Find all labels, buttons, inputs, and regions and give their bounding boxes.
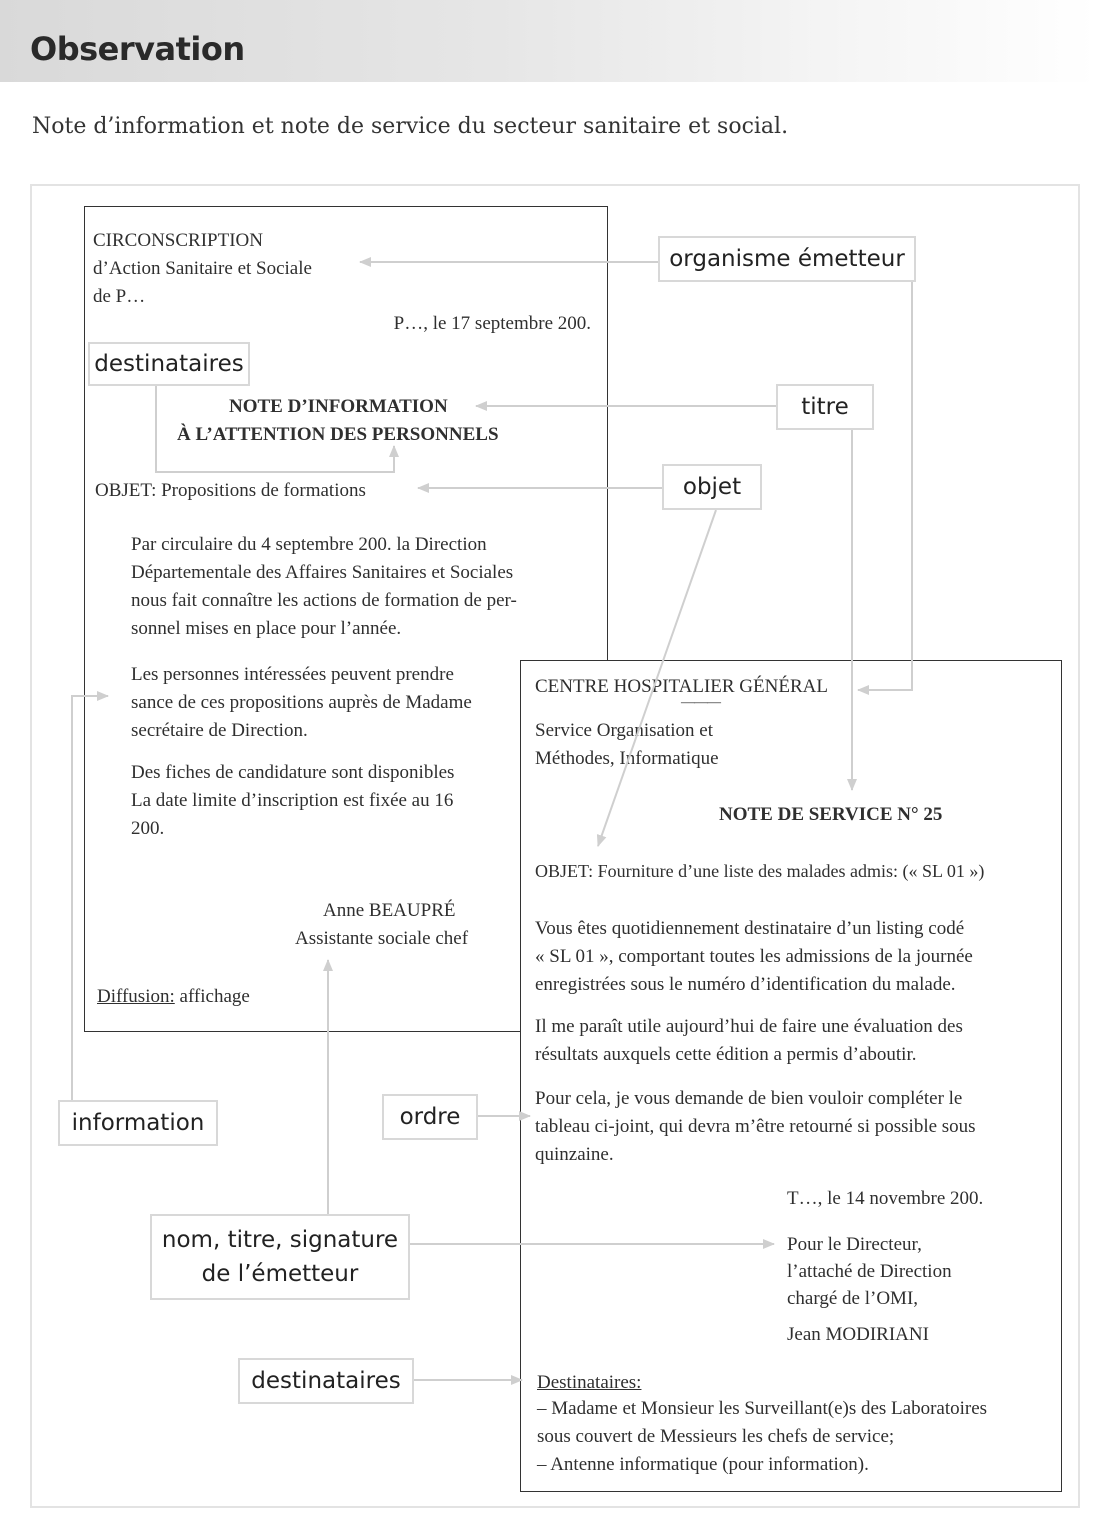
doc1-org-line3: de P… (93, 286, 146, 307)
doc1-title-line2: À L’ATTENTION DES PERSONNELS (177, 424, 499, 445)
doc1-para3-line3: 200. (131, 818, 165, 839)
doc2-para2-line2: résultats auxquels cette édition a permis d’aboutir. (535, 1044, 917, 1065)
doc2-title: NOTE DE SERVICE N° 25 (719, 804, 943, 825)
page-title: Observation (30, 30, 245, 68)
doc2-org-separator: ——— (681, 695, 720, 710)
doc2-para3-line1: Pour cela, je vous demande de bien vouloir compléter le (535, 1088, 963, 1109)
doc2-service-line1: Service Organisation et (535, 720, 713, 741)
arrow-organisme-doc2 (858, 278, 912, 690)
doc1-para3-line2: La date limite d’inscription est fixée au 16 (131, 790, 454, 811)
doc2-para1-line2: « SL 01 », comportant toutes les admissions de la journée (535, 946, 973, 967)
doc2-signer-name: Jean MODIRIANI (787, 1324, 929, 1345)
doc1-para2-line1: Les personnes intéressées peuvent prendre (131, 664, 454, 685)
arrow-objet-doc2 (598, 510, 716, 846)
label-emetteur-line2: de l’émetteur (201, 1261, 359, 1287)
doc1-diffusion-value: affichage (179, 986, 250, 1007)
doc1-para2-line2: sance de ces propositions auprès de Madame (131, 692, 472, 713)
doc2-dest-line2: sous couvert de Messieurs les chefs de service; (537, 1426, 895, 1447)
doc2-para3-line2: tableau ci-joint, qui devra m’être retourné si possible sous (535, 1116, 976, 1137)
doc1-signer-name: Anne BEAUPRÉ (323, 900, 456, 921)
doc1-para1-line4: sonnel mises en place pour l’année. (131, 618, 402, 639)
arrow-information (72, 696, 108, 1100)
label-titre: titre (776, 384, 874, 430)
label-destinataires-top: destinataires (88, 342, 250, 386)
doc2-sign-line2: l’attaché de Direction (787, 1261, 952, 1282)
doc2-objet-label: OBJET (535, 861, 589, 881)
doc2-dest-line1: – Madame et Monsieur les Surveillant(e)s des Laboratoires (537, 1398, 988, 1419)
doc1-title-line1: NOTE D’INFORMATION (229, 396, 448, 417)
doc2-dest-line3: – Antenne informatique (pour information). (537, 1454, 869, 1475)
label-destinataires-bottom: destinataires (238, 1358, 414, 1404)
doc2-dest-label: Destinataires: (537, 1372, 642, 1393)
doc2-para2-line1: Il me paraît utile aujourd’hui de faire une évaluation des (535, 1016, 963, 1037)
label-emetteur-line1: nom, titre, signature (161, 1227, 399, 1253)
doc2-org-line1: CENTRE HOSPITALIER GÉNÉRAL (535, 676, 828, 697)
doc2-para1-line3: enregistrées sous le numéro d’identification du malade. (535, 974, 956, 995)
doc1-para1-line2: Départementale des Affaires Sanitaires et Sociales (131, 562, 514, 583)
arrow-destinataires-top (156, 384, 394, 472)
doc1-para1-line1: Par circulaire du 4 septembre 200. la Direction (131, 534, 487, 555)
doc1-objet-label: OBJET (95, 480, 152, 501)
doc1-para1-line3: nous fait connaître les actions de formation de per- (131, 590, 517, 611)
doc2-service-line2: Méthodes, Informatique (535, 748, 719, 769)
doc1-para2-line3: secrétaire de Direction. (131, 720, 308, 741)
doc2-sign-line1: Pour le Directeur, (787, 1234, 922, 1255)
label-ordre: ordre (382, 1094, 478, 1140)
label-information: information (58, 1100, 218, 1146)
doc1-diffusion-label: Diffusion: (97, 986, 175, 1007)
doc1-objet-text: : Propositions de formations (151, 480, 366, 501)
doc1-date: P…, le 17 septembre 200. (393, 313, 591, 334)
doc2-sign-line3: chargé de l’OMI, (787, 1288, 919, 1309)
doc1-para3-line1: Des fiches de candidature sont disponibles (131, 762, 455, 783)
doc1-signer-title: Assistante sociale chef (295, 928, 469, 949)
doc2-date: T…, le 14 novembre 200. (787, 1188, 984, 1209)
doc2-objet-text: : Fourniture d’une liste des malades admis: (« SL 01 ») (588, 861, 985, 881)
page-subtitle: Note d’information et note de service du secteur sanitaire et social. (32, 114, 789, 139)
label-objet: objet (662, 464, 762, 510)
label-organisme-emetteur: organisme émetteur (658, 236, 916, 282)
doc2-para1-line1: Vous êtes quotidiennement destinataire d’un listing codé (535, 918, 965, 939)
doc1-org-line1: CIRCONSCRIPTION (93, 230, 263, 251)
doc2-para3-line3: quinzaine. (535, 1144, 614, 1165)
label-emetteur (150, 1214, 410, 1300)
doc1-org-line2: d’Action Sanitaire et Sociale (93, 258, 312, 279)
